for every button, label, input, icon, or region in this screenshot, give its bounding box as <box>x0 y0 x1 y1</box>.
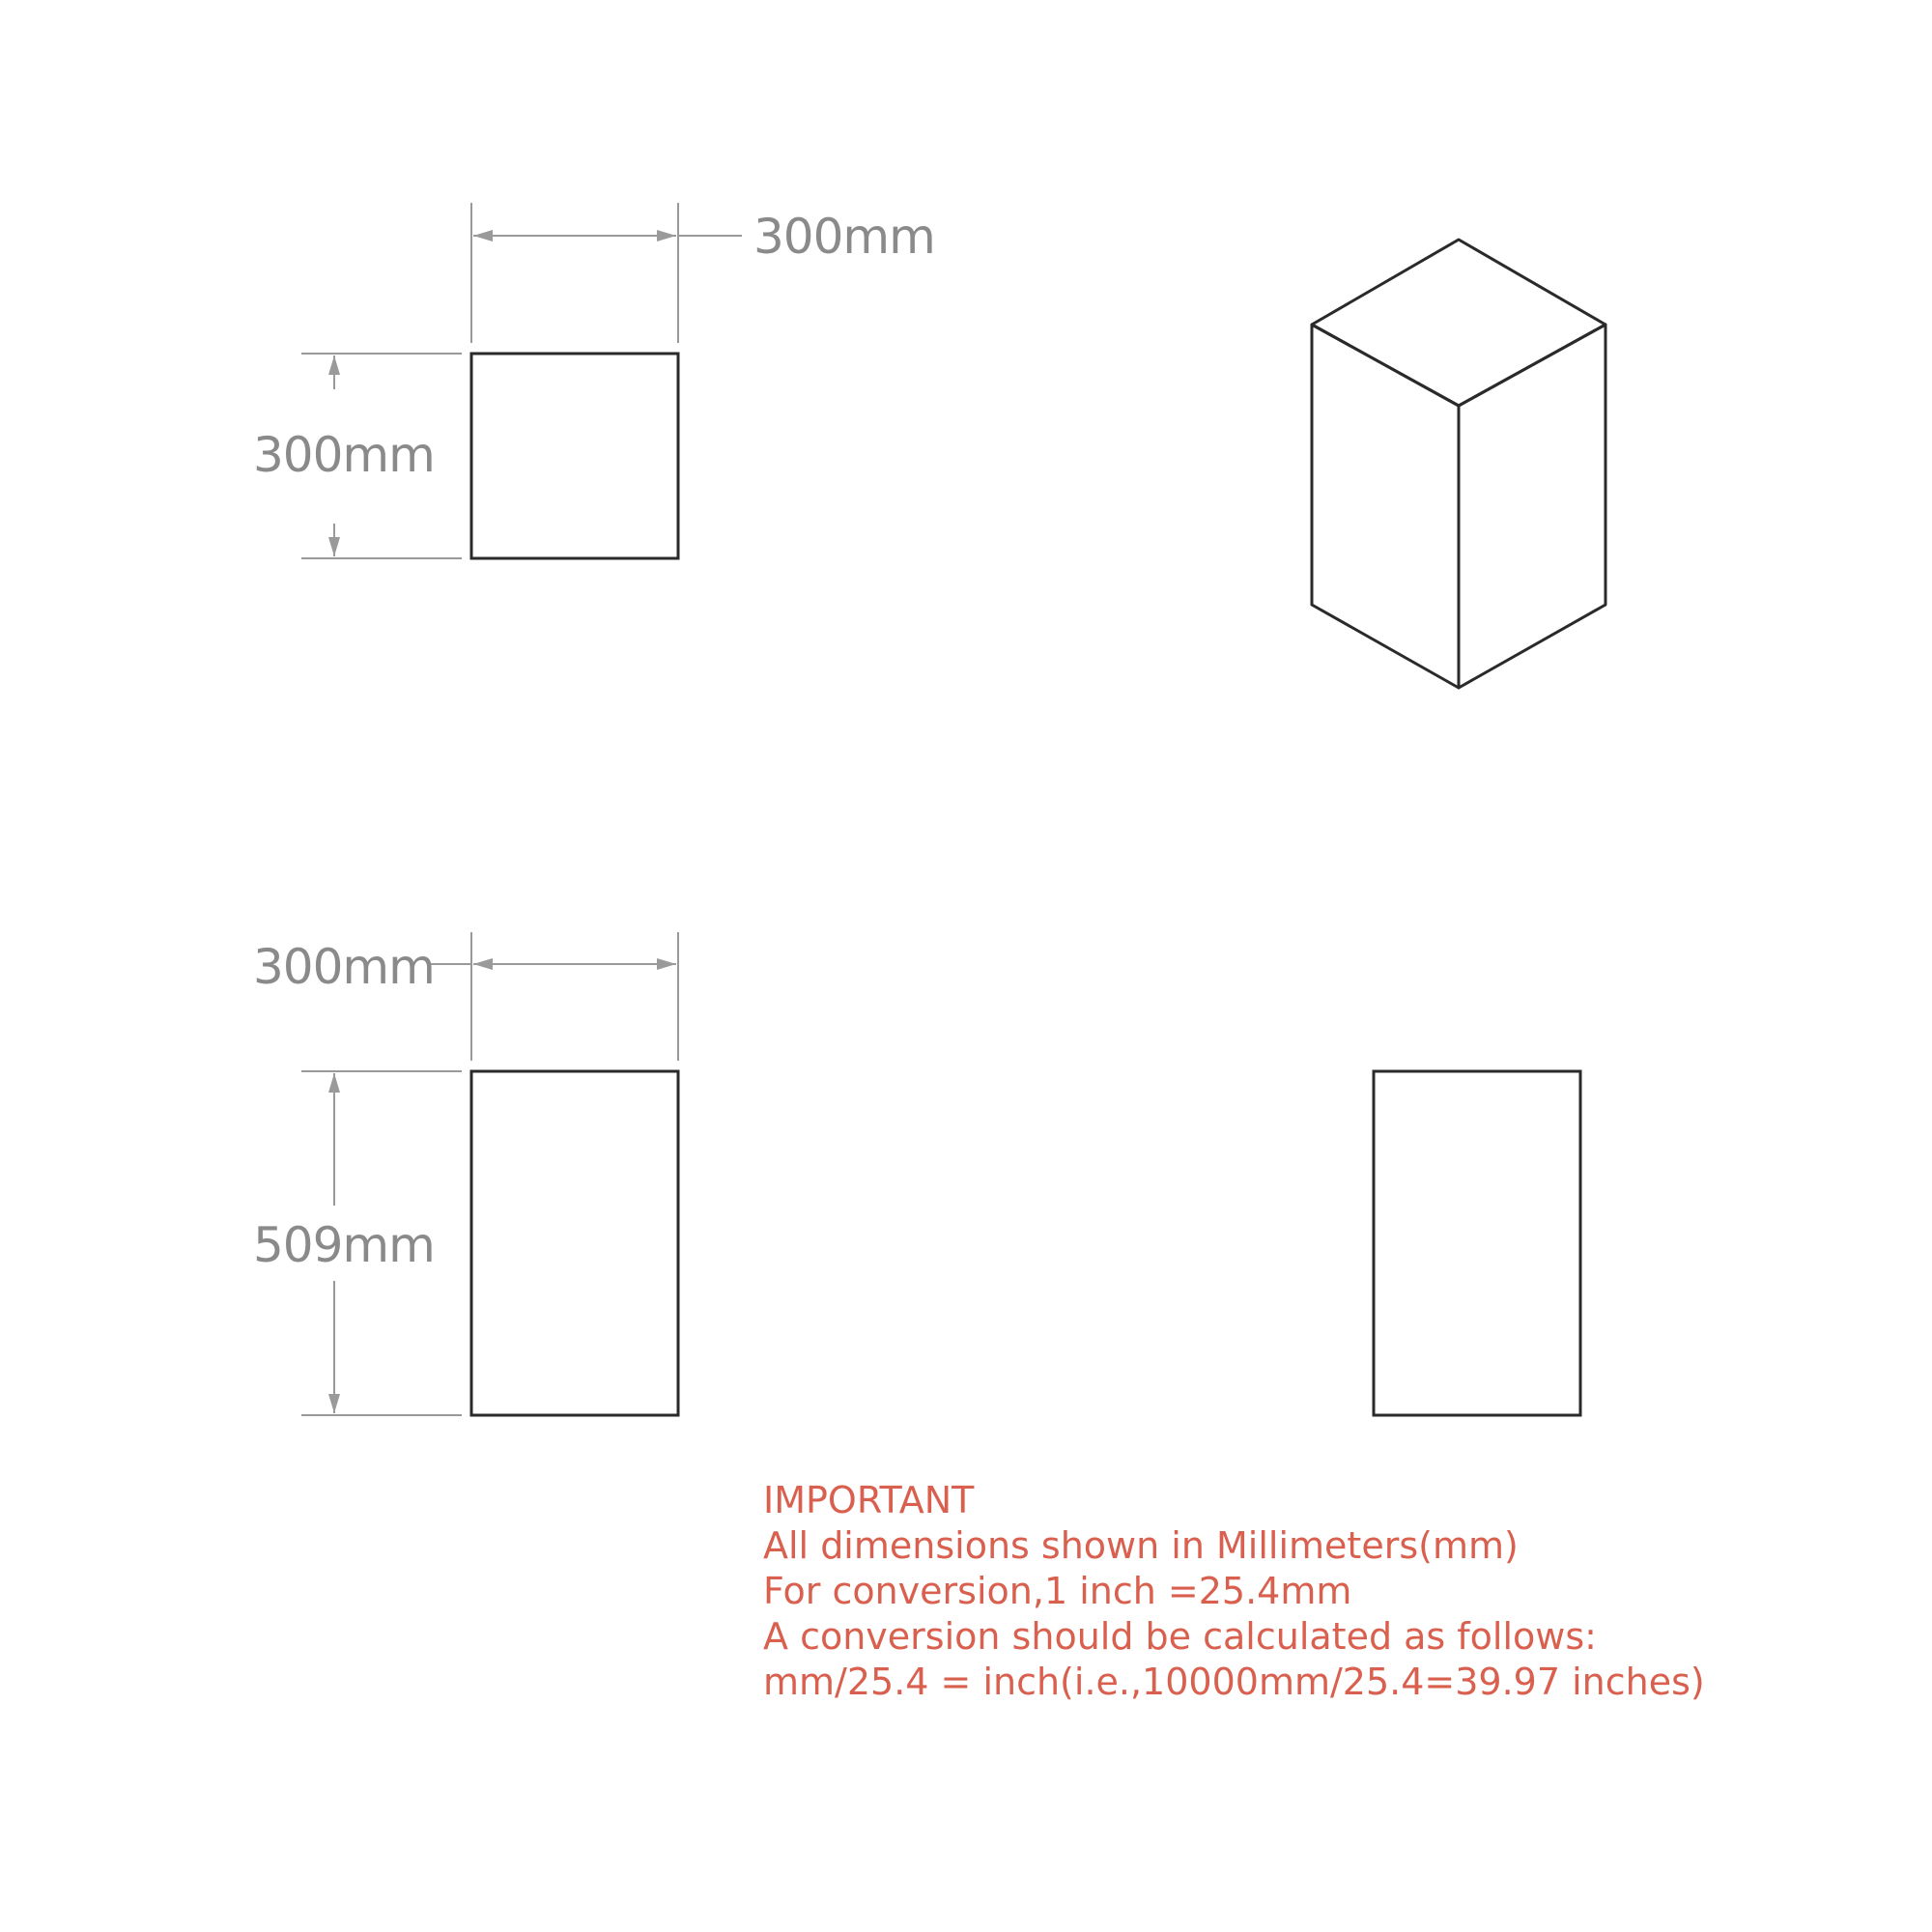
top-view-outline <box>471 354 678 558</box>
top-view-width-dimension <box>471 203 935 343</box>
isometric-left-face <box>1312 325 1459 688</box>
front-view-height-dimension <box>253 1071 462 1415</box>
side-view-outline <box>1374 1071 1580 1415</box>
front-view <box>253 932 678 1415</box>
note-line: For conversion,1 inch =25.4mm <box>763 1570 1352 1612</box>
top-view-depth-dimension <box>253 354 462 558</box>
note-heading: IMPORTANT <box>763 1479 975 1521</box>
front-view-height-label: 509mm <box>253 1217 435 1273</box>
note-line: All dimensions shown in Millimeters(mm) <box>763 1524 1519 1567</box>
front-view-outline <box>471 1071 678 1415</box>
top-view-width-label: 300mm <box>753 209 935 265</box>
note-line: mm/25.4 = inch(i.e.,10000mm/25.4=39.97 inches) <box>763 1661 1705 1703</box>
isometric-view <box>1312 240 1605 688</box>
important-note <box>763 1478 1903 1705</box>
side-view <box>1374 1071 1580 1415</box>
top-view <box>253 203 935 558</box>
top-view-depth-label: 300mm <box>253 427 435 483</box>
note-line: A conversion should be calculated as follows: <box>763 1615 1597 1658</box>
isometric-top-face <box>1312 240 1605 406</box>
isometric-right-face <box>1459 325 1605 688</box>
front-view-width-label: 300mm <box>253 939 435 995</box>
front-view-width-dimension <box>253 932 678 1061</box>
